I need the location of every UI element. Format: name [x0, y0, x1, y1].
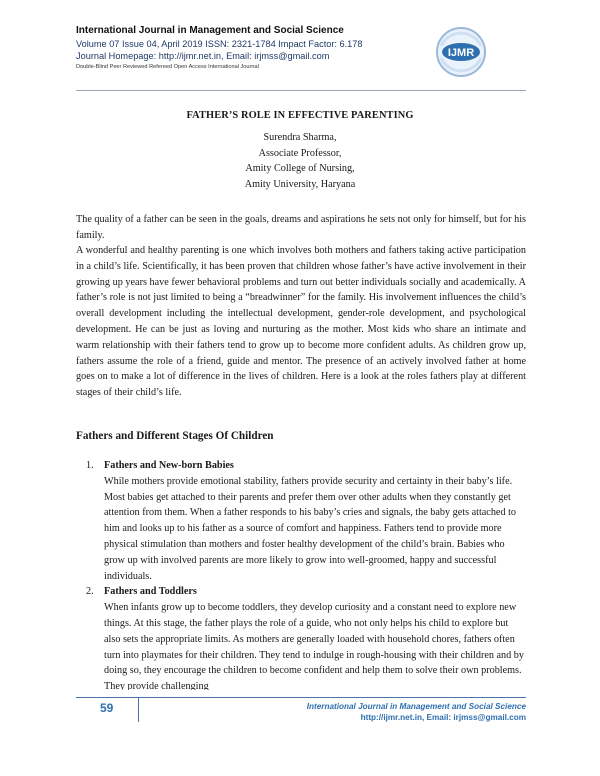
volume-line: Volume 07 Issue 04, April 2019 ISSN: 2321-1784 Impact Factor: 6.178 — [76, 39, 363, 49]
intro-paragraph: The quality of a father can be seen in the goals, dreams and aspirations he sets not only for himself, but for his family. — [76, 214, 526, 241]
article-title: FATHER’S ROLE IN EFFECTIVE PARENTING — [186, 110, 414, 121]
author-college: Amity College of Nursing, — [245, 163, 355, 175]
list-item-body: When infants grow up to become toddlers, they develop curiosity and a constant need to explore new things. At this stage, the father plays the role of a guide, who not only helps his child to explore but also sets the appropriate limits. As mothers are generally loaded with household chores, fathers often turn into playmates for their children. They tend to indulge in rough-housing with their children and by doing so, they encourage the children to become confident and help them to solve their own problems. They provide challenging — [104, 602, 524, 691]
author-university: Amity University, Haryana — [244, 178, 356, 190]
body-paragraph: A wonderful and healthy parenting is one which involves both mothers and fathers taking active participation in a child’s life. Scientifically, it has been proven that children whose father’s have active involvement in their growing up years have fewer behavioral problems and turn out better individuals socially and academically. A father’s role is not just limited to being a “breadwinner” for the family. His involvement influences the child’s overall development including the intellectual development, gender-role development, and psychological development. He can be just as loving and nurturing as the mother. Most kids who share an intimate and warm relationship with their fathers tend to grow up to become more confident adults. As children grow up, fathers assume the role of a friend, guide and mentor. The presence of an actively involved father at home goes on to make a lot of difference in the lives of children. Here is a look at the roles fathers play at different stages of their child’s life. — [76, 245, 526, 399]
footer-rule — [76, 697, 526, 698]
list-item-number: 2. — [86, 586, 94, 598]
stages-list — [76, 458, 526, 690]
list-item — [76, 584, 526, 690]
list-item-heading: Fathers and New-born Babies — [104, 460, 234, 471]
homepage-line: Journal Homepage: http://ijmr.net.in, Email: irjmss@gmail.com — [76, 51, 330, 61]
footer-info — [307, 701, 526, 723]
page-number: 59 — [100, 701, 114, 715]
author-name: Surendra Sharma, — [263, 132, 337, 143]
footer-journal-name: International Journal in Management and Social Science — [306, 702, 526, 711]
ijmr-logo-icon — [435, 26, 487, 78]
list-item-heading: Fathers and Toddlers — [104, 586, 197, 598]
list-item-body: While mothers provide emotional stability, fathers provide security and certainty in their baby’s life. Most babies get attached to their parents and prefer them over other adults when they constantly get attention from them. When a father responds to his baby’s cries and signals, the baby gets attached to him and looks up to his father as a source of comfort and happiness. Fathers tend to provide more physical stimulation than mothers and foster healthy development of the child’s brain. Babies who grow up with involved parents are more likely to grow into well-groomed, happy and successful individuals. — [104, 475, 517, 582]
footer-contact: http://ijmr.net.in, Email: irjmss@gmail.com — [360, 713, 526, 722]
section-heading: Fathers and Different Stages Of Children — [76, 430, 274, 442]
author-block — [0, 130, 600, 192]
review-line: Double-Blind Peer Reviewed Refereed Open Access International Journal — [76, 64, 259, 70]
list-item-number: 1. — [86, 460, 94, 471]
author-position: Associate Professor, — [258, 147, 342, 159]
logo-text: IJMR — [447, 47, 475, 59]
header-divider — [76, 90, 526, 91]
journal-title: International Journal in Management and Social Science — [76, 25, 344, 36]
footer-divider — [138, 698, 139, 722]
list-item — [76, 458, 526, 584]
